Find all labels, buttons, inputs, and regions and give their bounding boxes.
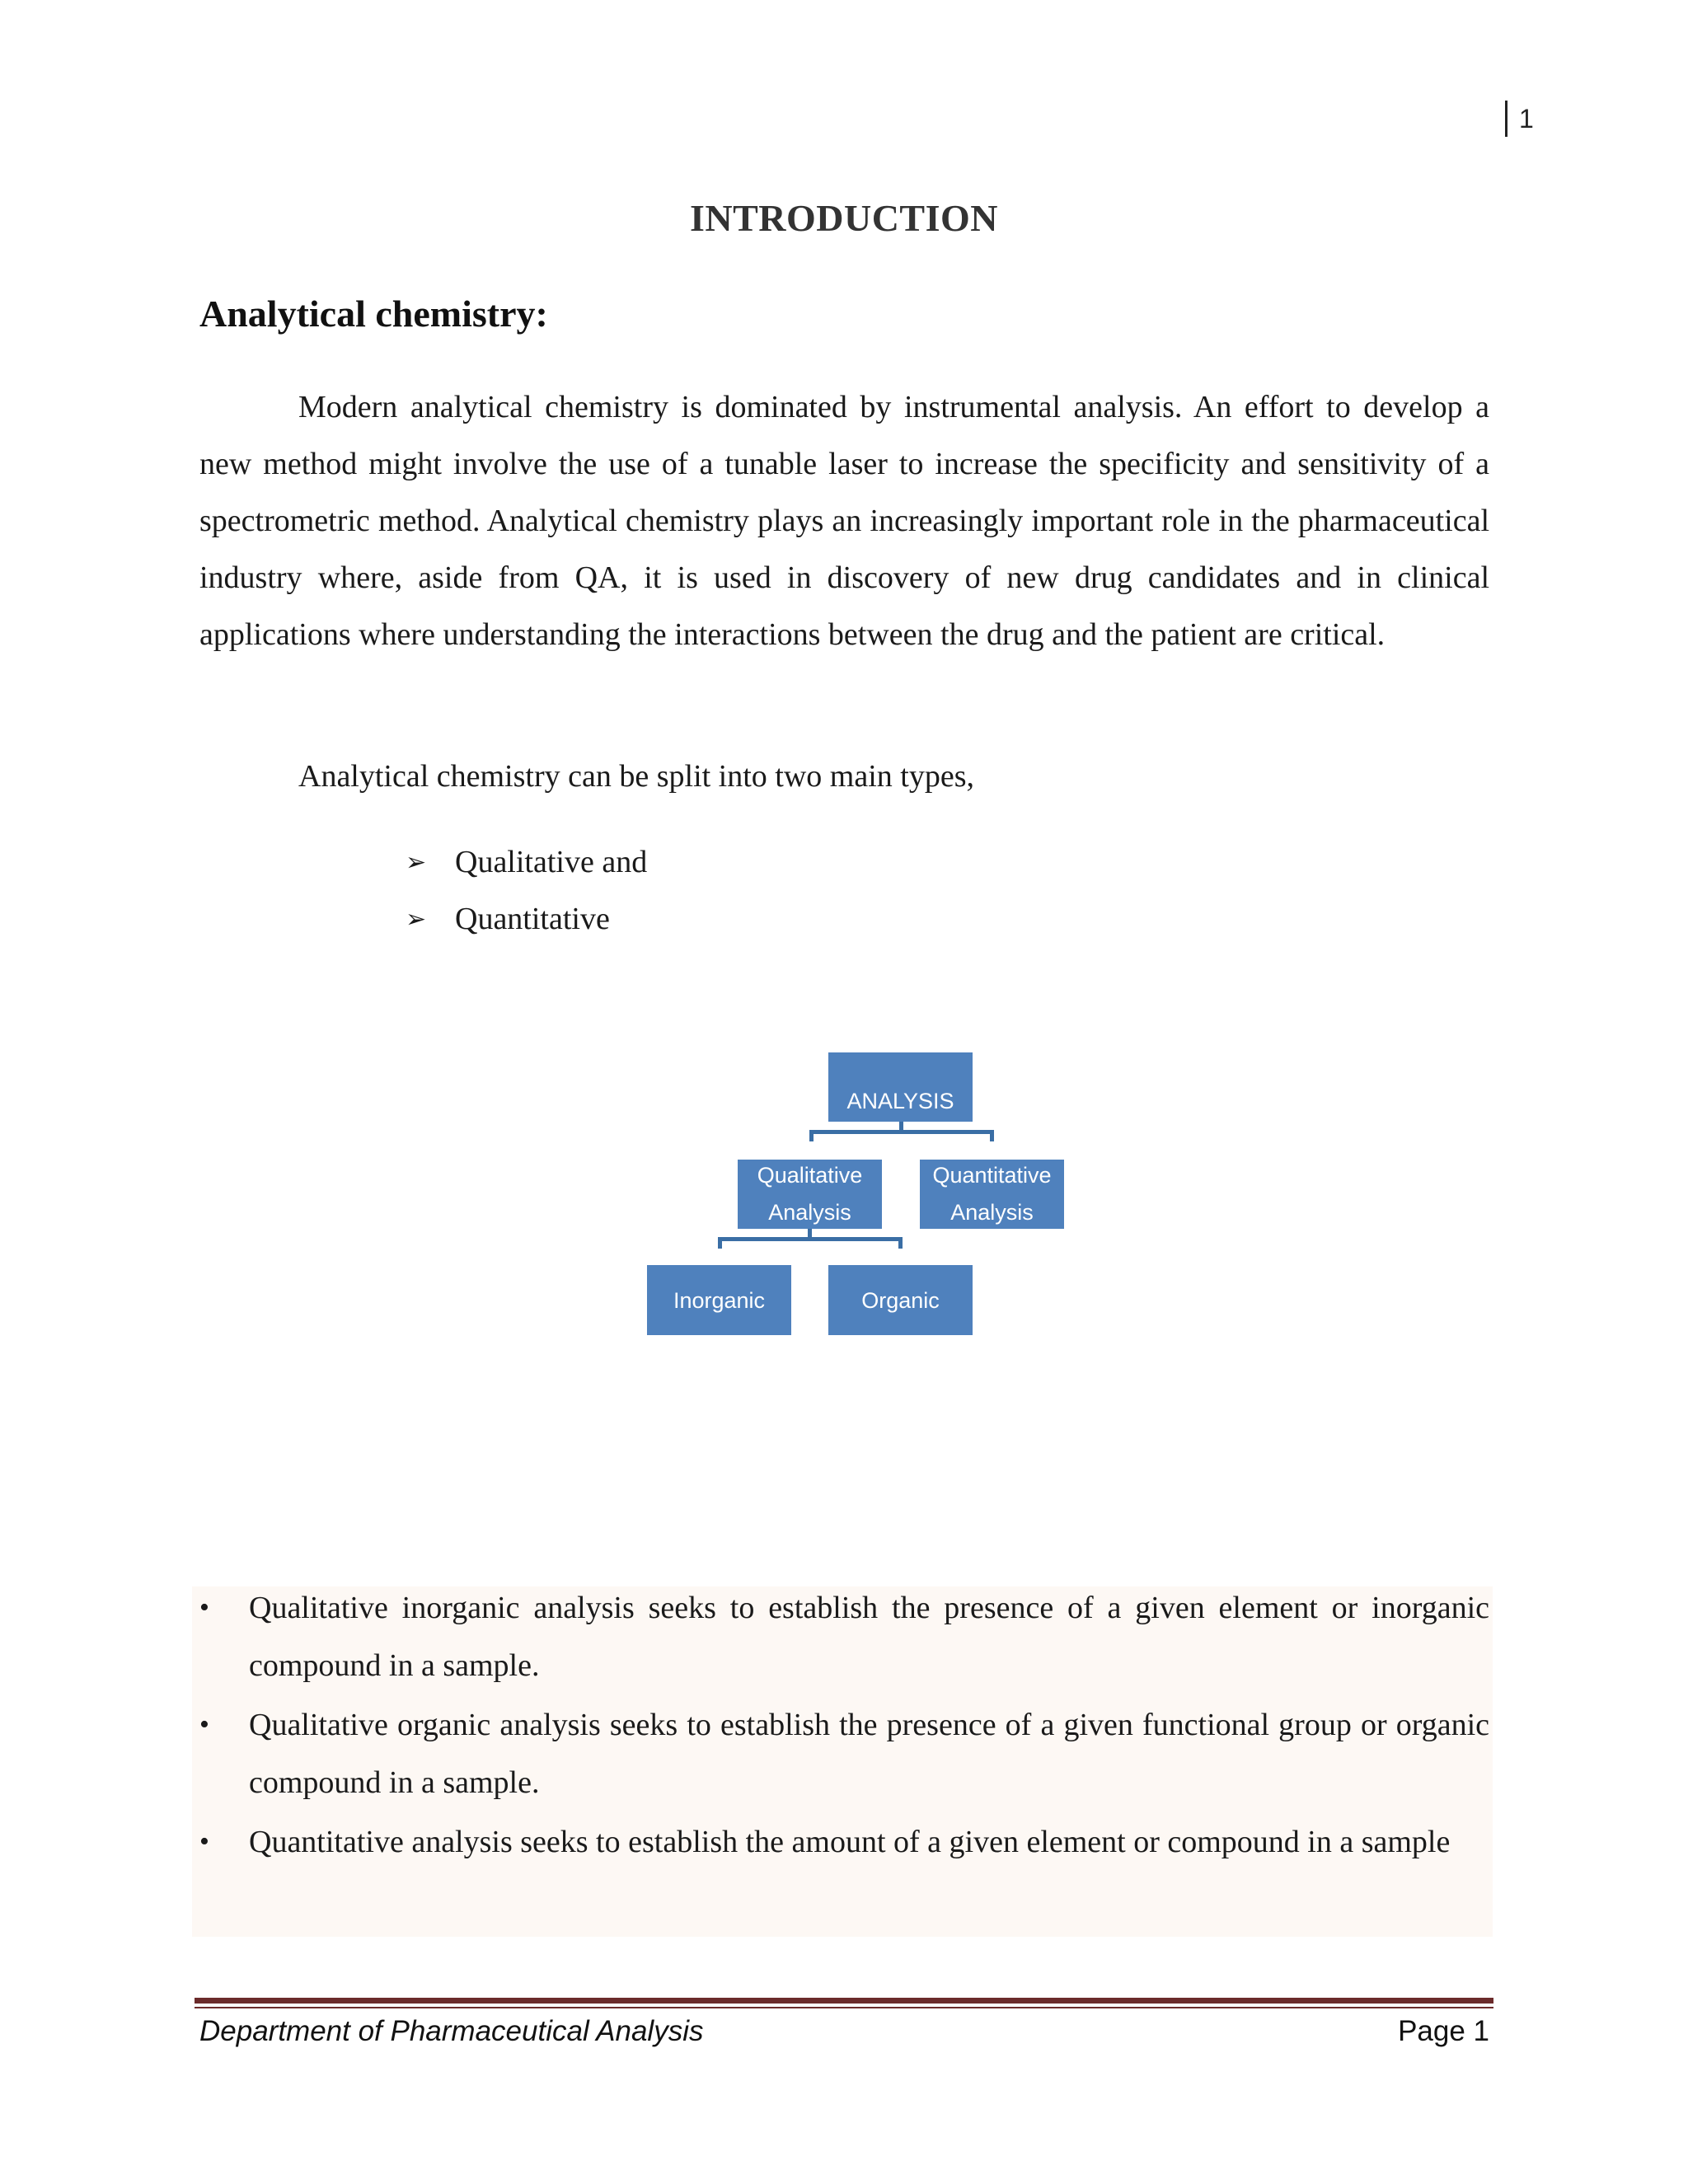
list-item bbox=[406, 834, 647, 891]
bullet-icon: • bbox=[199, 1592, 209, 1623]
footer-department: Department of Pharmaceutical Analysis bbox=[199, 2015, 704, 2047]
diagram-connector bbox=[809, 1130, 814, 1141]
analysis-types-list bbox=[406, 834, 647, 948]
intro-paragraph: Modern analytical chemistry is dominated by instrumental analysis. An effort to develop a new method might involve the use of a tunable laser to increase the specificity and sensitivity of a spectrometric method. Analytical chemistry plays an increasingly important role in the pharmaceutical industry where, aside from QA, it is used in discovery of new drug candidates and in clinical applications where understanding the interactions between the drug and the patient are critical. bbox=[199, 390, 1489, 652]
diagram-connector bbox=[898, 1237, 903, 1249]
diagram-node-label: Organic bbox=[861, 1287, 940, 1313]
list-item-label: Quantitative bbox=[455, 902, 610, 936]
list-item-text: Quantitative analysis seeks to establish the amount of a given element or compound in a sample bbox=[249, 1825, 1451, 1859]
diagram-connector bbox=[990, 1130, 994, 1141]
header-page-number: 1 bbox=[1505, 101, 1534, 137]
diagram-node-label: Inorganic bbox=[673, 1287, 766, 1313]
analysis-hierarchy-diagram bbox=[643, 1047, 1071, 1343]
types-intro-line: Analytical chemistry can be split into two main types, bbox=[298, 759, 974, 794]
list-item bbox=[199, 1696, 1489, 1811]
diagram-node-label: Analysis bbox=[950, 1200, 1034, 1225]
diagram-node-label: Qualitative bbox=[757, 1163, 863, 1188]
list-item-text: Qualitative organic analysis seeks to establish the presence of a given functional group or organic compound in a sample. bbox=[249, 1708, 1489, 1800]
diagram-connector bbox=[718, 1237, 903, 1241]
diagram-connector bbox=[809, 1130, 994, 1134]
page-title: INTRODUCTION bbox=[689, 197, 999, 239]
arrow-bullet-icon: ➢ bbox=[406, 848, 427, 877]
bullet-icon: • bbox=[199, 1709, 209, 1740]
list-item bbox=[199, 1579, 1489, 1694]
list-item bbox=[406, 891, 647, 948]
diagram-node-label: ANALYSIS bbox=[846, 1089, 954, 1113]
bullet-icon: • bbox=[199, 1826, 209, 1857]
diagram-node-inorganic bbox=[647, 1265, 791, 1335]
diagram-node-analysis bbox=[828, 1052, 973, 1122]
diagram-node-label: Quantitative bbox=[932, 1163, 1052, 1188]
diagram-connector bbox=[718, 1237, 722, 1249]
footer-page-label: Page 1 bbox=[1398, 2015, 1489, 2047]
diagram-node-organic bbox=[828, 1265, 973, 1335]
definitions-list bbox=[199, 1579, 1489, 1872]
arrow-bullet-icon: ➢ bbox=[406, 905, 427, 934]
diagram-node-quantitative bbox=[920, 1160, 1064, 1229]
list-item-text: Qualitative inorganic analysis seeks to establish the presence of a given element or inorganic compound in a sample. bbox=[249, 1591, 1489, 1683]
footer-divider bbox=[195, 2007, 1493, 2008]
list-item bbox=[199, 1813, 1489, 1871]
section-heading: Analytical chemistry: bbox=[199, 293, 548, 335]
diagram-node-qualitative bbox=[738, 1160, 882, 1229]
list-item-label: Qualitative and bbox=[455, 845, 648, 879]
diagram-node-label: Analysis bbox=[768, 1200, 851, 1225]
footer-divider bbox=[195, 1998, 1493, 2004]
